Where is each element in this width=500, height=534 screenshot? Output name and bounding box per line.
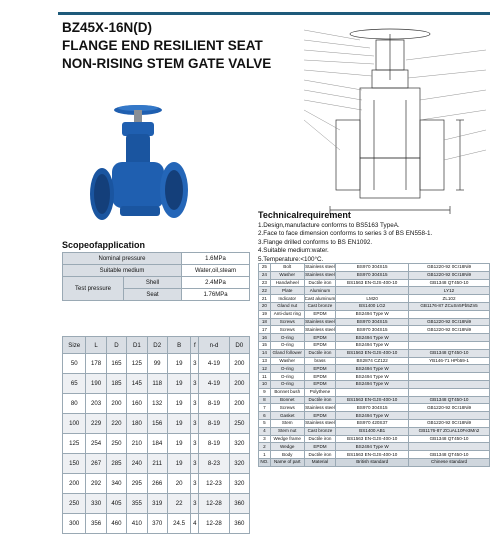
col-header: n-d bbox=[199, 337, 229, 354]
suitable-medium-value: Water,oil,steam bbox=[182, 265, 250, 277]
parts-footer-cell: British standard bbox=[336, 458, 409, 466]
dimension-cell: 4-19 bbox=[199, 354, 229, 374]
part-cell: BS1563 EN-GJS-400-10 bbox=[336, 435, 409, 443]
dimension-row bbox=[63, 414, 250, 434]
part-row bbox=[259, 318, 490, 326]
dimension-cell: 22 bbox=[167, 494, 190, 514]
part-cell: 16 bbox=[259, 334, 271, 342]
part-cell: Stem bbox=[270, 419, 304, 427]
part-row bbox=[259, 435, 490, 443]
dimension-cell: 145 bbox=[127, 374, 147, 394]
dimension-cell: 19 bbox=[167, 394, 190, 414]
dimension-cell: 99 bbox=[147, 354, 167, 374]
dimension-cell: 118 bbox=[147, 374, 167, 394]
part-row bbox=[259, 451, 490, 459]
dimension-row bbox=[63, 514, 250, 534]
dimension-cell: 203 bbox=[86, 394, 106, 414]
col-header: D2 bbox=[147, 337, 167, 354]
dimension-cell: 250 bbox=[63, 494, 86, 514]
dimension-cell: 180 bbox=[127, 414, 147, 434]
part-cell: O-ring bbox=[270, 373, 304, 381]
part-cell: Ductile iron bbox=[304, 396, 336, 404]
dimension-cell: 12-28 bbox=[199, 494, 229, 514]
part-row bbox=[259, 357, 490, 365]
part-row bbox=[259, 419, 490, 427]
part-cell: 19 bbox=[259, 310, 271, 318]
part-cell: 10 bbox=[259, 380, 271, 388]
part-cell: Stem nut bbox=[270, 427, 304, 435]
dimension-cell: 184 bbox=[147, 434, 167, 454]
scope-heading: Scopeofapplication bbox=[62, 240, 146, 250]
part-cell: 13 bbox=[259, 357, 271, 365]
dimension-cell: 8-19 bbox=[199, 434, 229, 454]
part-cell: BS2494 Type W bbox=[336, 334, 409, 342]
dimension-header-row bbox=[63, 337, 250, 354]
part-cell: 21 bbox=[259, 295, 271, 303]
part-cell bbox=[409, 388, 490, 396]
scope-table bbox=[62, 252, 250, 301]
part-cell: 7 bbox=[259, 404, 271, 412]
nominal-pressure-label: Nominal pressure bbox=[63, 253, 182, 265]
col-header: D bbox=[106, 337, 126, 354]
part-cell: Indicator bbox=[270, 295, 304, 303]
dimension-cell: 80 bbox=[63, 394, 86, 414]
part-cell: Ductile iron bbox=[304, 451, 336, 459]
part-cell: 6 bbox=[259, 412, 271, 420]
part-cell: GB1348 QT450-10 bbox=[409, 279, 490, 287]
dimension-cell: 355 bbox=[127, 494, 147, 514]
part-row bbox=[259, 388, 490, 396]
dimension-cell: 156 bbox=[147, 414, 167, 434]
part-cell: Aluminum bbox=[304, 287, 336, 295]
dimension-cell: 125 bbox=[127, 354, 147, 374]
part-cell bbox=[409, 380, 490, 388]
technical-requirements-list bbox=[258, 222, 432, 264]
part-cell: Stainless steel bbox=[305, 420, 335, 426]
part-cell: BS970 304S15 bbox=[336, 264, 409, 272]
part-cell: GB1220-92 0Cr18Ni9 bbox=[409, 404, 490, 412]
valve-section-drawing bbox=[300, 20, 496, 220]
part-cell: BS2494 Type W bbox=[336, 365, 409, 373]
dimension-cell: 190 bbox=[86, 374, 106, 394]
dimension-cell: 19 bbox=[167, 434, 190, 454]
dimension-cell: 320 bbox=[229, 454, 249, 474]
part-cell: Bolt bbox=[270, 264, 304, 272]
part-cell: Wedge frame bbox=[270, 435, 304, 443]
product-title-line-1: FLANGE END RESILIENT SEAT bbox=[62, 38, 263, 53]
parts-footer-cell: Material bbox=[304, 458, 336, 466]
dimension-row bbox=[63, 374, 250, 394]
dimension-cell: 150 bbox=[63, 454, 86, 474]
part-cell: LM20 bbox=[336, 295, 409, 303]
part-cell: GB1220-92 0Cr18Ni9 bbox=[409, 318, 490, 326]
dimension-cell: 240 bbox=[127, 454, 147, 474]
part-row bbox=[259, 380, 490, 388]
part-cell: 8 bbox=[259, 396, 271, 404]
dimension-cell: 356 bbox=[86, 514, 106, 534]
part-cell: GB1220-92 0Cr18Ni9 bbox=[409, 419, 490, 427]
part-cell: 20 bbox=[259, 302, 271, 310]
dimension-cell: 210 bbox=[127, 434, 147, 454]
part-cell: BS1563 EN-GJS-400-10 bbox=[336, 349, 409, 357]
dimension-cell: 100 bbox=[63, 414, 86, 434]
part-cell: 9 bbox=[259, 388, 271, 396]
dimension-cell: 132 bbox=[147, 394, 167, 414]
part-cell: brass bbox=[304, 357, 336, 365]
col-header: Size bbox=[63, 337, 86, 354]
part-row bbox=[259, 443, 490, 451]
part-cell: 12 bbox=[259, 365, 271, 373]
part-cell: 1 bbox=[259, 451, 271, 459]
part-cell: 24 bbox=[259, 271, 271, 279]
seat-label: Seat bbox=[124, 289, 182, 301]
part-row bbox=[259, 427, 490, 435]
part-cell: 5 bbox=[259, 419, 271, 427]
dimension-cell: 19 bbox=[167, 374, 190, 394]
dimension-cell: 4-19 bbox=[199, 374, 229, 394]
part-row bbox=[259, 287, 490, 295]
dimension-cell: 3 bbox=[191, 434, 199, 454]
part-cell: BS2494 Type W bbox=[336, 341, 409, 349]
shell-value: 2.4MPa bbox=[182, 277, 250, 289]
part-row bbox=[259, 310, 490, 318]
dimension-cell: 185 bbox=[106, 374, 126, 394]
part-cell: EPDM bbox=[304, 412, 336, 420]
part-cell: 17 bbox=[259, 326, 271, 334]
dimension-cell: 330 bbox=[86, 494, 106, 514]
part-cell: O-ring bbox=[270, 380, 304, 388]
part-cell: EPDM bbox=[304, 380, 336, 388]
dimension-cell: 8-19 bbox=[199, 414, 229, 434]
dimension-cell: 320 bbox=[229, 434, 249, 454]
part-cell: BS970 304S15 bbox=[336, 326, 409, 334]
part-cell: Bonnet bbox=[270, 396, 304, 404]
part-cell: 15 bbox=[259, 341, 271, 349]
dimension-cell: 160 bbox=[127, 394, 147, 414]
part-cell: GB1176-87 ZCuSn5Pb5Zn5 bbox=[409, 302, 490, 310]
part-cell: BS970 420S37 bbox=[336, 419, 409, 427]
part-cell: BS2874 CZ122 bbox=[336, 357, 409, 365]
part-row bbox=[259, 334, 490, 342]
dimension-cell: 165 bbox=[106, 354, 126, 374]
part-cell: Cast bronze bbox=[304, 302, 336, 310]
part-cell: Stainless steel bbox=[305, 326, 335, 332]
part-cell: BS1563 EN-GJS-400-10 bbox=[336, 279, 409, 287]
dimension-cell: 3 bbox=[191, 374, 199, 394]
part-cell: Anti-dust ring bbox=[270, 310, 304, 318]
part-cell: EPDM bbox=[304, 341, 336, 349]
dimension-row bbox=[63, 434, 250, 454]
part-cell: 18 bbox=[259, 318, 271, 326]
part-cell: EPDM bbox=[304, 334, 336, 342]
part-cell: BS1563 EN-GJS-400-10 bbox=[336, 396, 409, 404]
part-cell: BS2494 Type W bbox=[336, 443, 409, 451]
dimension-cell: 3 bbox=[191, 474, 199, 494]
part-cell: BS1400 LG2 bbox=[336, 302, 409, 310]
dimension-cell: 3 bbox=[191, 354, 199, 374]
dimension-cell: 200 bbox=[63, 474, 86, 494]
dimension-cell: 50 bbox=[63, 354, 86, 374]
part-row bbox=[259, 302, 490, 310]
suitable-medium-label: Suitable medium bbox=[63, 265, 182, 277]
part-cell: 3 bbox=[259, 435, 271, 443]
part-cell: 2 bbox=[259, 443, 271, 451]
shell-label: Shell bbox=[124, 277, 182, 289]
part-cell bbox=[409, 310, 490, 318]
parts-footer-cell: Name of part bbox=[270, 458, 304, 466]
dimension-cell: 320 bbox=[229, 474, 249, 494]
part-cell bbox=[336, 287, 409, 295]
part-cell: BS970 304S15 bbox=[336, 318, 409, 326]
part-cell: 22 bbox=[259, 287, 271, 295]
dimension-cell: 340 bbox=[106, 474, 126, 494]
part-cell bbox=[409, 443, 490, 451]
dimension-cell: 360 bbox=[229, 514, 249, 534]
dimension-cell: 266 bbox=[147, 474, 167, 494]
dimension-cell: 250 bbox=[229, 414, 249, 434]
dimension-cell: 4 bbox=[191, 514, 199, 534]
part-row bbox=[259, 373, 490, 381]
part-cell: YB146-71 HPb59-1 bbox=[409, 357, 490, 365]
part-cell: Stainless steel bbox=[305, 272, 335, 278]
dimension-cell: 254 bbox=[86, 434, 106, 454]
dimension-cell: 12-28 bbox=[199, 514, 229, 534]
part-cell: EPDM bbox=[304, 443, 336, 451]
dimension-cell: 229 bbox=[86, 414, 106, 434]
part-cell: BS970 304S15 bbox=[336, 404, 409, 412]
dimension-cell: 65 bbox=[63, 374, 86, 394]
dimension-cell: 19 bbox=[167, 354, 190, 374]
dimension-row bbox=[63, 354, 250, 374]
header-bar bbox=[58, 12, 490, 15]
col-header: f bbox=[191, 337, 199, 354]
part-cell: GB1220-92 0Cr18Ni9 bbox=[409, 326, 490, 334]
part-cell: BS1563 EN-GJS-400-10 bbox=[336, 451, 409, 459]
part-cell: GB1220-92 0Cr18Ni9 bbox=[409, 264, 490, 272]
valve-photo bbox=[82, 98, 192, 238]
part-cell: Stainless steel bbox=[305, 404, 335, 410]
col-header: D0 bbox=[229, 337, 249, 354]
part-row bbox=[259, 271, 490, 279]
part-cell: 4 bbox=[259, 427, 271, 435]
part-cell: GB1348 QT450-10 bbox=[409, 451, 490, 459]
dimension-cell: 220 bbox=[106, 414, 126, 434]
technical-heading: Technicalrequirement bbox=[258, 210, 351, 220]
part-cell: GB1348 QT450-10 bbox=[409, 349, 490, 357]
dimension-cell: 24.5 bbox=[167, 514, 190, 534]
parts-footer-cell: NO. bbox=[260, 459, 269, 465]
part-cell: Gland nut bbox=[270, 302, 304, 310]
dimension-cell: 3 bbox=[191, 414, 199, 434]
dimension-cell: 19 bbox=[167, 454, 190, 474]
dimension-row bbox=[63, 494, 250, 514]
dimension-cell: 12-23 bbox=[199, 474, 229, 494]
dimension-cell: 267 bbox=[86, 454, 106, 474]
parts-table bbox=[258, 263, 490, 467]
part-cell: 14 bbox=[259, 349, 271, 357]
dimension-cell: 250 bbox=[106, 434, 126, 454]
parts-footer-row bbox=[259, 458, 490, 466]
dimension-row bbox=[63, 474, 250, 494]
requirement-item: 1.Design,manufacture conforms to BS5163 TypeA. bbox=[258, 222, 400, 229]
dimension-cell: 319 bbox=[147, 494, 167, 514]
part-cell: ZL102 bbox=[409, 295, 490, 303]
requirement-item: 3.Flange drilled conforms to BS EN1092. bbox=[258, 238, 373, 246]
part-cell bbox=[336, 388, 409, 396]
part-cell: Ductile iron bbox=[304, 279, 336, 287]
part-cell: Washer bbox=[270, 357, 304, 365]
dimension-cell: 8-19 bbox=[199, 394, 229, 414]
dimension-cell: 360 bbox=[229, 494, 249, 514]
part-cell: BS2494 Type W bbox=[336, 310, 409, 318]
part-cell: Gasket bbox=[270, 412, 304, 420]
part-cell bbox=[409, 365, 490, 373]
dimension-cell: 211 bbox=[147, 454, 167, 474]
dimension-cell: 20 bbox=[167, 474, 190, 494]
part-cell: Polythene bbox=[304, 388, 336, 396]
col-header: B bbox=[167, 337, 190, 354]
part-cell bbox=[409, 341, 490, 349]
dimension-row bbox=[63, 454, 250, 474]
dimension-cell: 3 bbox=[191, 454, 199, 474]
part-cell bbox=[409, 412, 490, 420]
part-cell: Gland follower bbox=[270, 349, 304, 357]
requirement-item: 2.Face to face dimension conforms to series 3 of BS EN558-1. bbox=[258, 230, 433, 238]
part-row bbox=[259, 404, 490, 412]
dimension-table bbox=[62, 336, 250, 534]
dimension-cell: 200 bbox=[229, 374, 249, 394]
dimension-cell: 300 bbox=[63, 514, 86, 534]
part-cell: Wedge bbox=[270, 443, 304, 451]
part-cell: Screws bbox=[270, 326, 304, 334]
part-row bbox=[259, 279, 490, 287]
dimension-cell: 3 bbox=[191, 394, 199, 414]
model-title: BZ45X-16N(D) bbox=[62, 20, 153, 35]
part-cell: Screws bbox=[270, 404, 304, 412]
part-row bbox=[259, 412, 490, 420]
part-row bbox=[259, 326, 490, 334]
part-cell: Ductile iron bbox=[304, 349, 336, 357]
part-cell: Body bbox=[270, 451, 304, 459]
part-cell: O-ring bbox=[270, 365, 304, 373]
part-cell: EPDM bbox=[304, 310, 336, 318]
part-cell bbox=[409, 334, 490, 342]
part-row bbox=[259, 349, 490, 357]
dimension-cell: 3 bbox=[191, 494, 199, 514]
part-cell: Cast aluminum bbox=[304, 295, 336, 301]
product-title-line-2: NON-RISING STEM GATE VALVE bbox=[62, 56, 272, 71]
dimension-cell: 370 bbox=[147, 514, 167, 534]
part-cell: Washer bbox=[270, 271, 304, 279]
part-cell: BS2494 Type W bbox=[336, 380, 409, 388]
part-cell: EPDM bbox=[304, 373, 336, 381]
part-cell: BS1400 AB1 bbox=[336, 427, 409, 435]
dimension-cell: 200 bbox=[229, 394, 249, 414]
parts-footer-cell: Chinese standard bbox=[409, 458, 490, 466]
part-cell: GB1220-92 0Cr18Ni9 bbox=[409, 271, 490, 279]
part-cell: 25 bbox=[259, 264, 271, 272]
part-cell: Stainless steel bbox=[305, 264, 335, 270]
dimension-row bbox=[63, 394, 250, 414]
col-header: D1 bbox=[127, 337, 147, 354]
dimension-cell: 200 bbox=[106, 394, 126, 414]
dimension-cell: 410 bbox=[127, 514, 147, 534]
dimension-cell: 200 bbox=[229, 354, 249, 374]
dimension-cell: 8-23 bbox=[199, 454, 229, 474]
part-cell: 23 bbox=[259, 279, 271, 287]
seat-value: 1.76MPa bbox=[182, 289, 250, 301]
part-cell: GB1348 QT450-10 bbox=[409, 396, 490, 404]
part-cell: GB1348 QT450-10 bbox=[409, 435, 490, 443]
dimension-cell: 178 bbox=[86, 354, 106, 374]
requirement-item: 4.Suitable medium:water. bbox=[258, 247, 329, 255]
part-cell: O-ring bbox=[270, 341, 304, 349]
part-row bbox=[259, 341, 490, 349]
part-row bbox=[259, 264, 490, 272]
nominal-pressure-value: 1.6MPa bbox=[182, 253, 250, 265]
part-cell: Plate bbox=[270, 287, 304, 295]
part-row bbox=[259, 295, 490, 303]
part-cell: Cast bronze bbox=[304, 427, 336, 435]
dimension-cell: 125 bbox=[63, 434, 86, 454]
dimension-cell: 292 bbox=[86, 474, 106, 494]
part-cell: Screws bbox=[270, 318, 304, 326]
part-cell: EPDM bbox=[304, 365, 336, 373]
part-cell: Bonnet bush bbox=[270, 388, 304, 396]
dimension-cell: 295 bbox=[127, 474, 147, 494]
part-cell: BS970 304S15 bbox=[336, 271, 409, 279]
part-row bbox=[259, 396, 490, 404]
part-cell: LY12 bbox=[409, 287, 490, 295]
col-header: L bbox=[86, 337, 106, 354]
part-cell: Stainless steel bbox=[305, 318, 335, 324]
part-cell: BS2494 Type W bbox=[336, 373, 409, 381]
part-cell: O-ring bbox=[270, 334, 304, 342]
dimension-cell: 285 bbox=[106, 454, 126, 474]
part-cell bbox=[409, 373, 490, 381]
part-cell: GB1176-87 ZCuAL10Fe3Mn2 bbox=[409, 427, 490, 435]
part-row bbox=[259, 365, 490, 373]
dimension-cell: 460 bbox=[106, 514, 126, 534]
requirement-item: 5.Temperature:<100°C. bbox=[258, 255, 324, 263]
dimension-cell: 19 bbox=[167, 414, 190, 434]
part-cell: 11 bbox=[259, 373, 271, 381]
test-pressure-label: Test pressure bbox=[63, 277, 124, 301]
part-cell: BS2494 Type W bbox=[336, 412, 409, 420]
part-cell: Handwheel bbox=[270, 279, 304, 287]
part-cell: Ductile iron bbox=[304, 435, 336, 443]
dimension-cell: 405 bbox=[106, 494, 126, 514]
